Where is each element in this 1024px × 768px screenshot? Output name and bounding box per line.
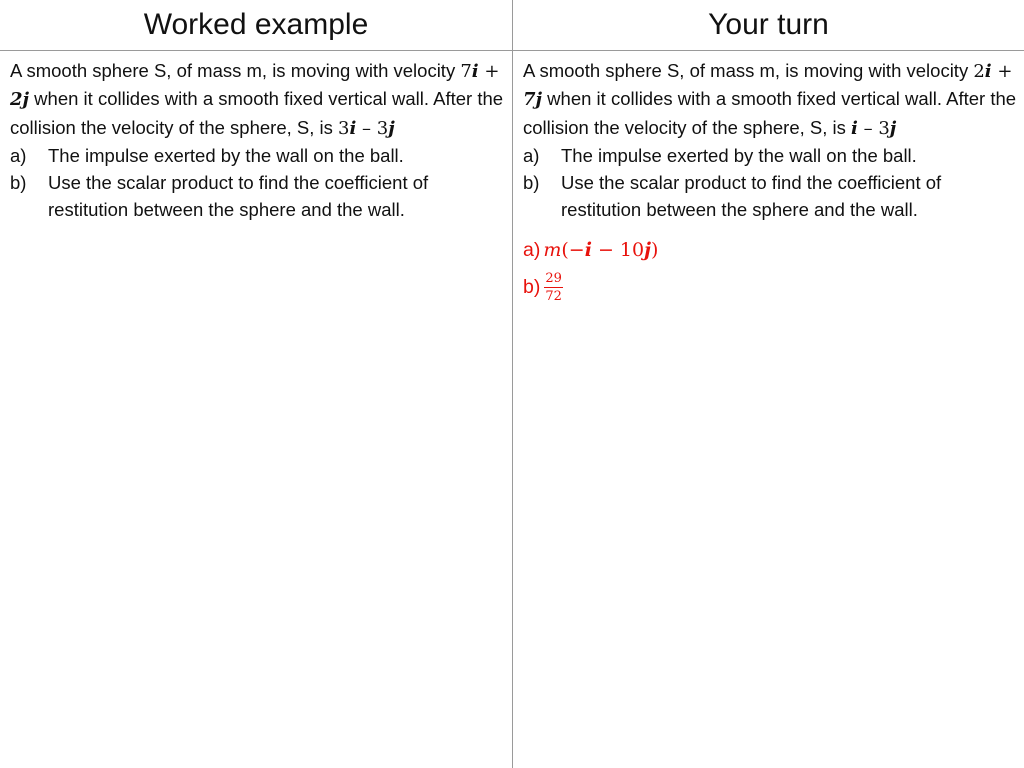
- list-text: Use the scalar product to find the coefficient of restitution between the sphere and the wall.: [561, 172, 942, 221]
- worked-example-heading: Worked example: [143, 8, 369, 41]
- list-marker: b): [10, 172, 27, 194]
- answer-a: [523, 236, 1018, 266]
- answers-block: [523, 236, 1018, 308]
- worked-example-column: [10, 57, 506, 224]
- answer-a-mass: m: [543, 239, 562, 262]
- your-turn-intro-2: when it collides with a smooth fixed vertical wall. After the collision the velocity of the sphere, S, is: [523, 88, 1017, 138]
- list-text: Use the scalar product to find the coefficient of restitution between the sphere and the wall.: [48, 172, 429, 221]
- column-divider: [512, 0, 513, 768]
- your-turn-intro-1: A smooth sphere S, of mass m, is moving with velocity: [523, 60, 974, 81]
- list-marker: b): [523, 172, 540, 194]
- list-marker: a): [523, 144, 540, 166]
- list-item: [10, 142, 506, 169]
- list-item: [10, 169, 506, 224]
- answer-a-j: j: [644, 239, 651, 262]
- answer-a-label: a): [523, 239, 541, 262]
- answer-b-fraction: [544, 271, 563, 304]
- your-turn-question: [523, 57, 1018, 142]
- list-text: The impulse exerted by the wall on the ball.: [48, 144, 404, 166]
- worked-v1-j: j: [22, 89, 30, 111]
- your-turn-v1-j: j: [535, 89, 543, 111]
- answer-b: [523, 268, 1018, 308]
- your-turn-v1-i: i: [984, 61, 992, 82]
- your-turn-v2-coef-j: 3: [878, 117, 890, 139]
- worked-v2-op: –: [356, 117, 377, 139]
- worked-intro-1: A smooth sphere S, of mass m, is moving with velocity: [10, 60, 461, 81]
- worked-intro-2: when it collides with a smooth fixed vertical wall. After the collision the velocity of the sphere, S, is: [10, 88, 504, 138]
- your-turn-heading: Your turn: [708, 8, 829, 41]
- fraction-denominator: 72: [545, 289, 562, 305]
- your-turn-v2-i: i: [851, 117, 858, 139]
- your-turn-v1-coef-i: 2: [973, 61, 985, 82]
- your-turn-v1-op: +: [991, 61, 1013, 82]
- your-turn-v2-op: –: [857, 117, 879, 139]
- worked-question: [10, 57, 506, 142]
- worked-v2-i: i: [349, 117, 357, 139]
- your-turn-v1-coef-j: 7: [523, 89, 536, 111]
- worked-v2-coef-i: 3: [338, 117, 350, 139]
- worked-v1-coef-i: 7: [460, 61, 472, 82]
- worked-v1-coef-j: 2: [10, 89, 23, 111]
- your-turn-column: [523, 57, 1018, 308]
- worked-v1-i: i: [471, 61, 479, 82]
- your-turn-parts-list: [523, 142, 1018, 224]
- answer-a-close: ): [651, 239, 659, 262]
- answer-a-mid: − 10: [591, 239, 645, 262]
- worked-v2-j: j: [388, 117, 395, 139]
- list-item: [523, 169, 1018, 224]
- list-text: The impulse exerted by the wall on the ball.: [561, 144, 917, 166]
- answer-b-label: b): [523, 276, 541, 299]
- list-item: [523, 142, 1018, 169]
- worked-v1-op: +: [478, 61, 500, 82]
- answer-a-i: i: [584, 239, 592, 262]
- fraction-numerator: 29: [545, 271, 562, 287]
- answer-a-open: (−: [561, 239, 585, 262]
- list-marker: a): [10, 144, 27, 166]
- worked-parts-list: [10, 142, 506, 224]
- your-turn-v2-j: j: [889, 117, 897, 139]
- worked-v2-coef-j: 3: [376, 117, 389, 139]
